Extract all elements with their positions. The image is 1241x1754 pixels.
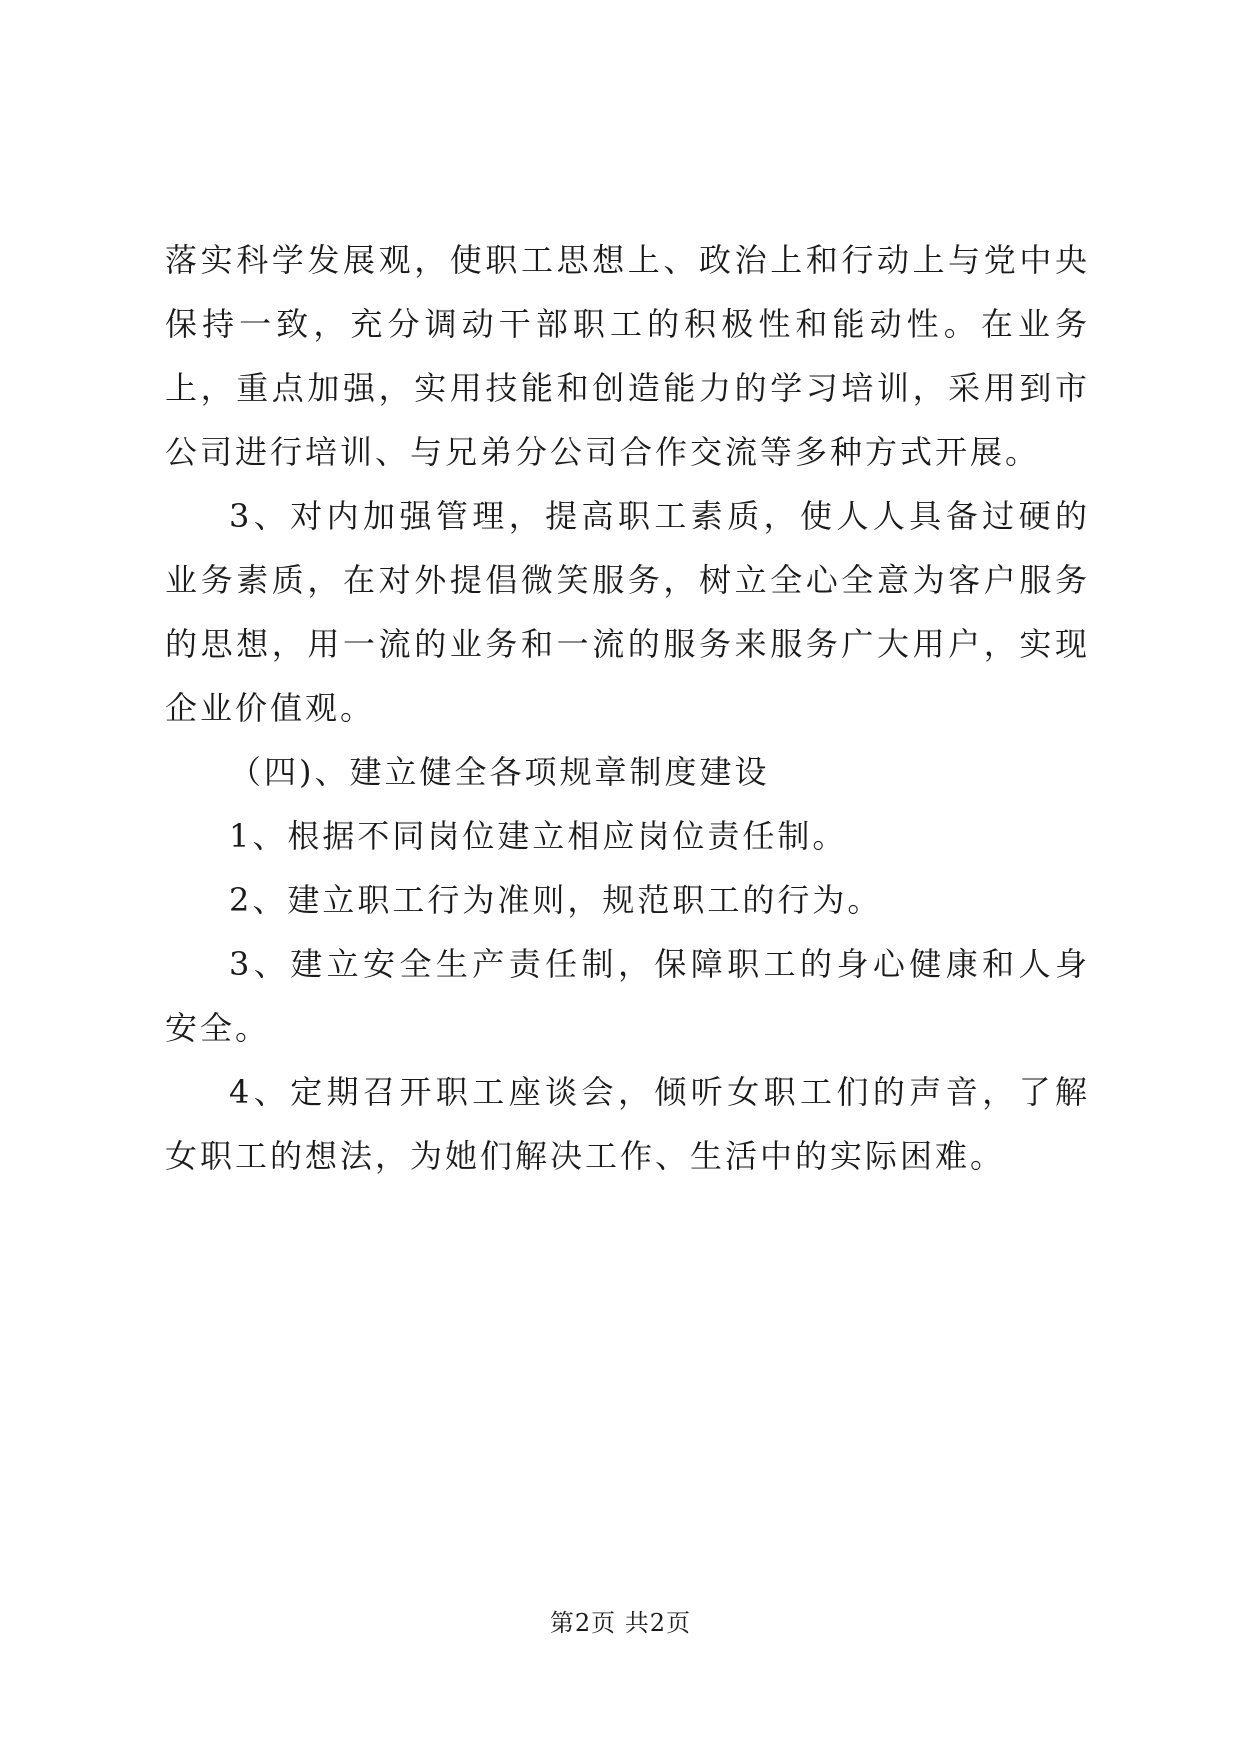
paragraph-item-2: 2、建立职工行为准则，规范职工的行为。 (229, 881, 883, 919)
page-footer: 第2页 共2页 (549, 1609, 692, 1637)
paragraph-continuation: 落实科学发展观，使职工思想上、政治上和行动上与党中央保持一致，充分调动干部职工的积极性和能动性。在业务上，重点加强，实用技能和创造能力的学习培训，采用到市公司进行培训、与兄弟分公司合作交流等多种方式开展。 (165, 241, 1090, 471)
section-heading-four: （四)、建立健全各项规章制度建设 (229, 753, 770, 791)
paragraph-item-4: 4、定期召开职工座谈会，倾听女职工们的声音，了解女职工的想法，为她们解决工作、生活中的实际困难。 (165, 1073, 1090, 1175)
document-body (165, 228, 1090, 1188)
paragraph-item-3-safety: 3、建立安全生产责任制，保障职工的身心健康和人身安全。 (165, 945, 1090, 1047)
paragraph-item-3-management: 3、对内加强管理，提高职工素质，使人人具备过硬的业务素质，在对外提倡微笑服务，树立全心全意为客户服务的思想，用一流的业务和一流的服务来服务广大用户，实现企业价值观。 (165, 497, 1090, 727)
paragraph-item-1: 1、根据不同岗位建立相应岗位责任制。 (229, 817, 848, 855)
